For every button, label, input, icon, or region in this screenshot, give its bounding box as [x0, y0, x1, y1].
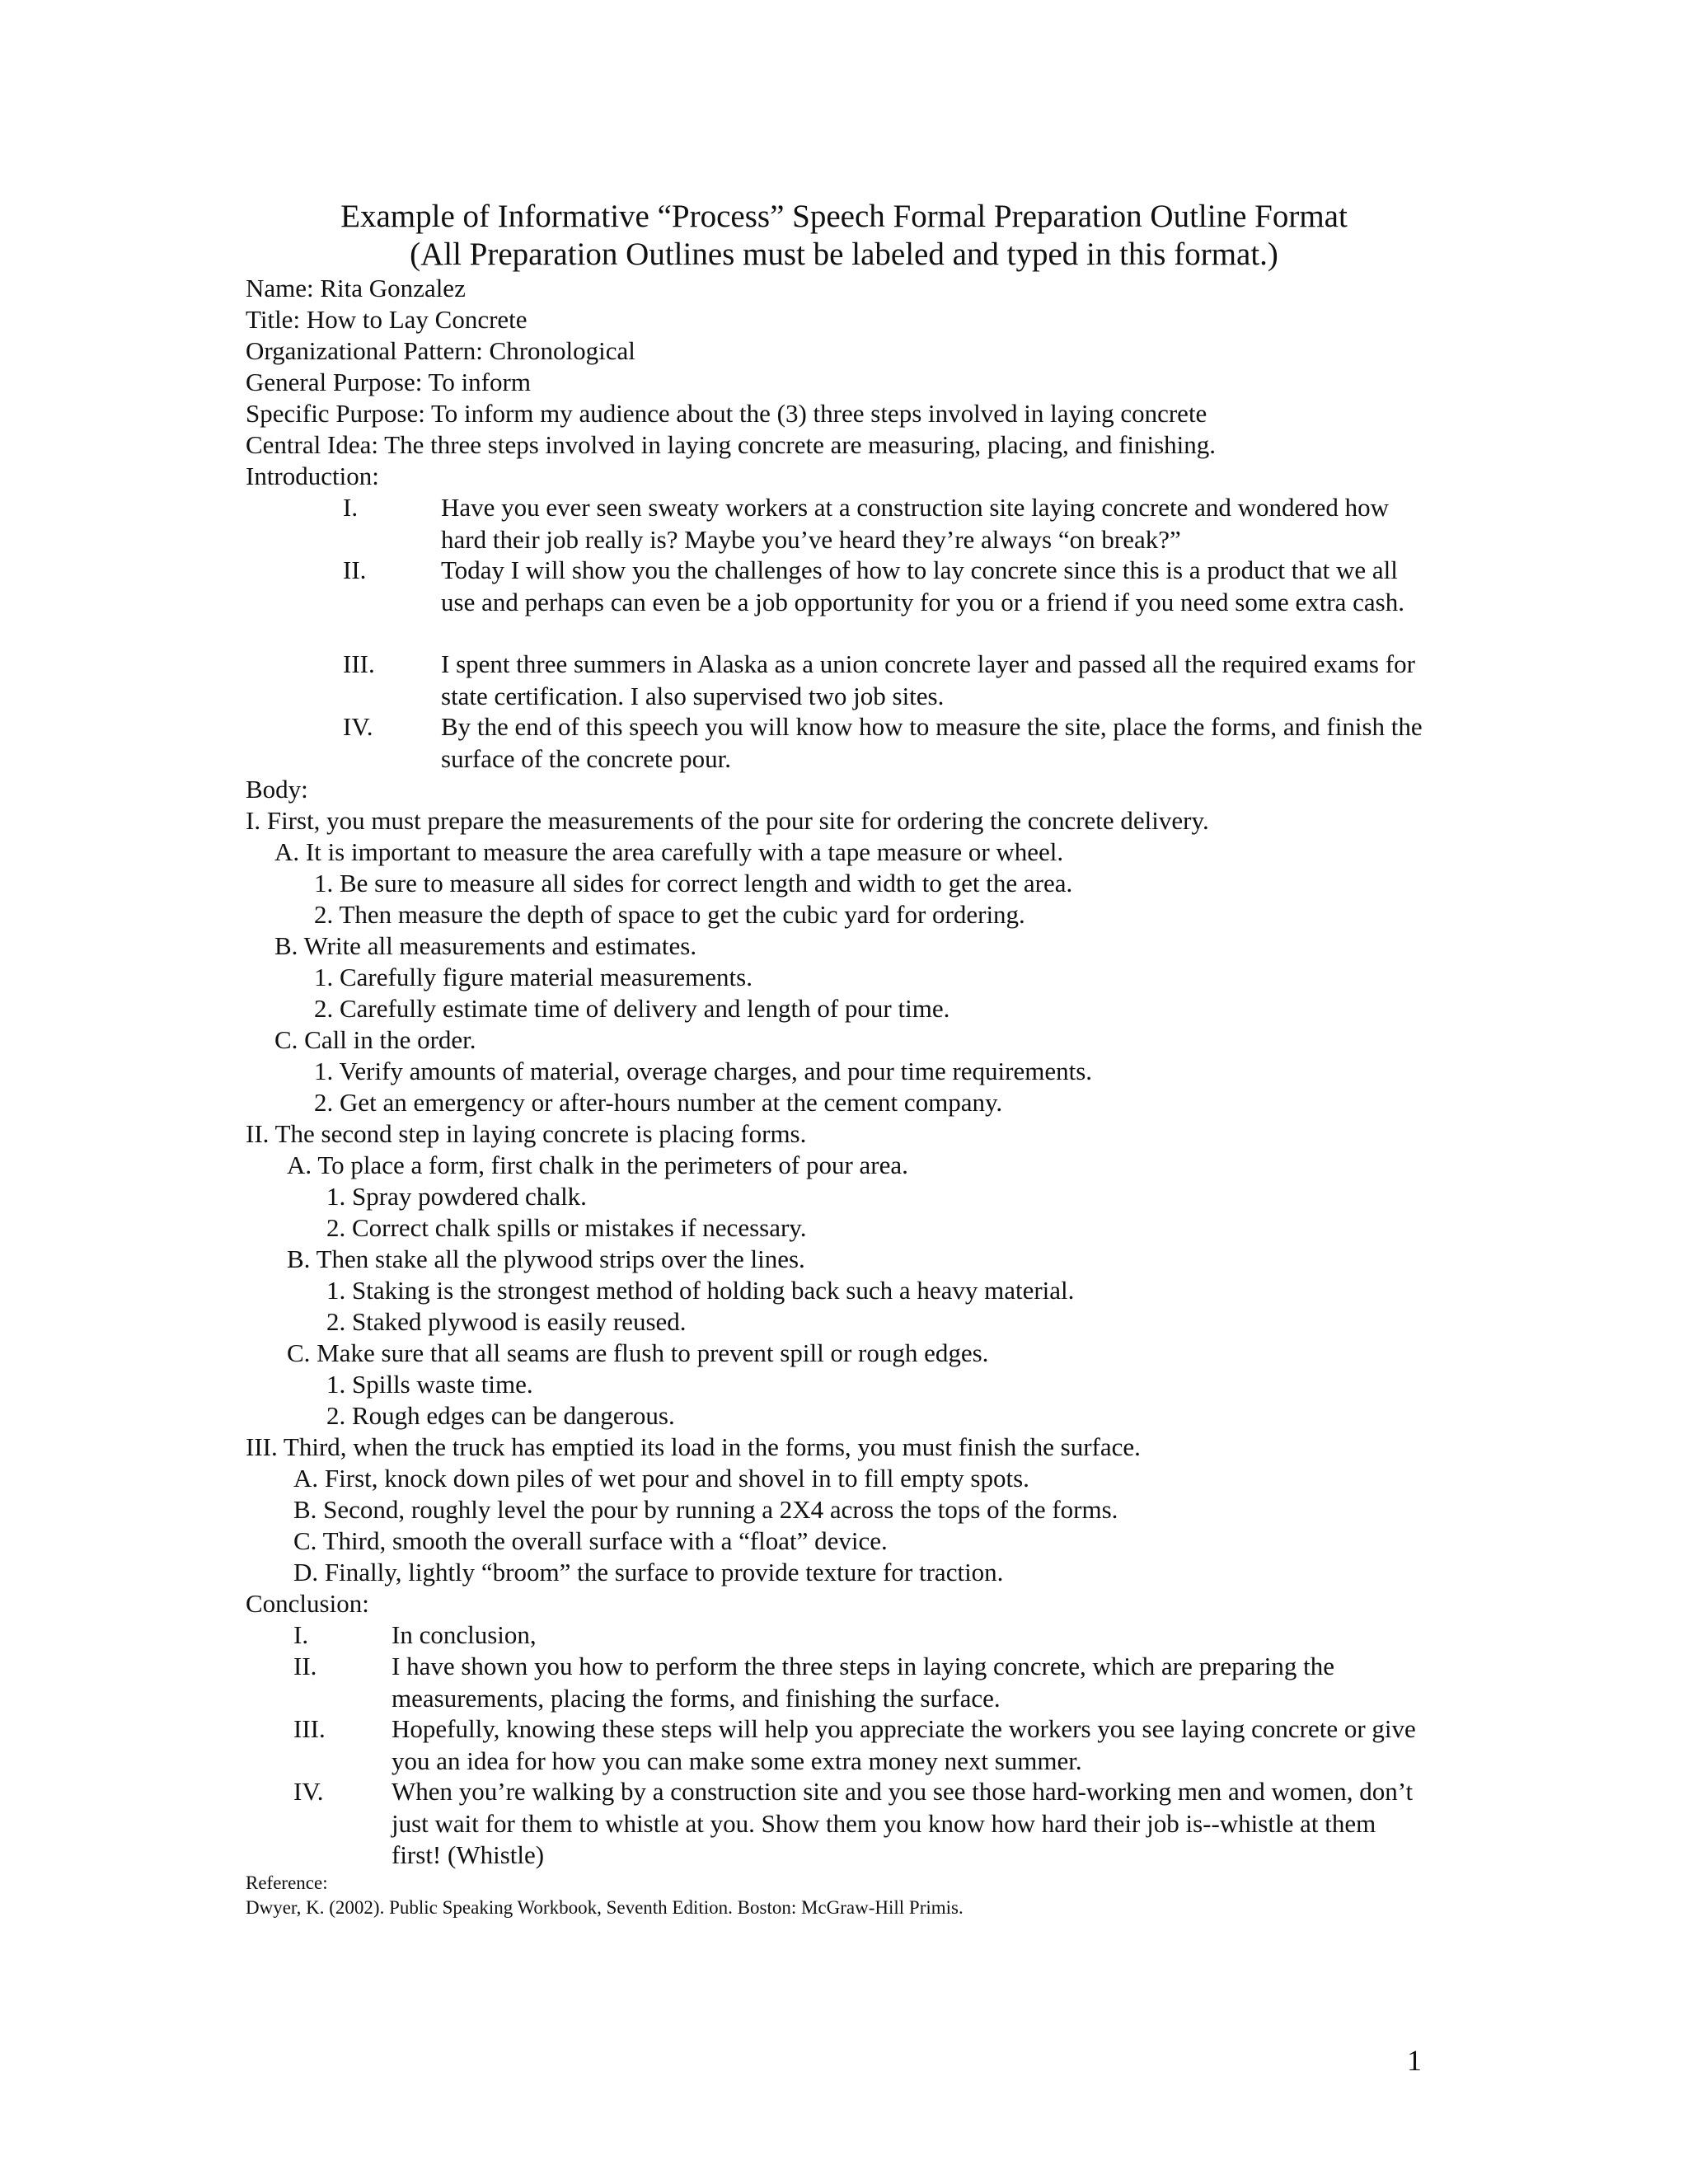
body-detail: 2. Correct chalk spills or mistakes if necessary.	[326, 1213, 807, 1242]
document-subtitle: (All Preparation Outlines must be labeled and typed in this format.)	[410, 237, 1278, 272]
reference-citation: Dwyer, K. (2002). Public Speaking Workbook, Seventh Edition. Boston: McGraw-Hill Primis.	[246, 1897, 964, 1918]
body-heading: Body:	[246, 775, 308, 804]
body-subpoint: B. Second, roughly level the pour by running a 2X4 across the tops of the forms.	[293, 1495, 1118, 1524]
body-subpoint: B. Write all measurements and estimates.	[274, 931, 697, 960]
body-detail: 1. Staking is the strongest method of holding back such a heavy material.	[326, 1276, 1075, 1305]
conclusion-item-number: II.	[293, 1652, 317, 1680]
intro-item-text: Have you ever seen sweaty workers at a construction site laying concrete and wondered how hard their job really is? Maybe you’ve heard they’re always “on break?”	[441, 493, 1390, 554]
intro-item-number: IV.	[343, 712, 373, 741]
conclusion-item-text: Hopefully, knowing these steps will help you appreciate the workers you see laying concrete or give you an idea for how you can make some extra money next summer.	[392, 1714, 1416, 1775]
body-detail: 1. Carefully figure material measurements.	[314, 963, 753, 991]
body-subpoint: C. Make sure that all seams are flush to prevent spill or rough edges.	[287, 1338, 989, 1367]
intro-item-text: Today I will show you the challenges of how to lay concrete since this is a product that we all use and perhaps can even be a job opportunity for you or a friend if you need some extra cash.	[441, 555, 1404, 616]
body-subpoint: B. Then stake all the plywood strips over the lines.	[287, 1244, 805, 1273]
body-detail: 1. Spills waste time.	[326, 1370, 533, 1399]
organizational-pattern-line: Organizational Pattern: Chronological	[246, 336, 635, 365]
body-subpoint: C. Third, smooth the overall surface with a “float” device.	[293, 1526, 888, 1555]
conclusion-item-text: I have shown you how to perform the three steps in laying concrete, which are preparing the measurements, placing the forms, and finishing the surface.	[392, 1652, 1335, 1713]
intro-item-text: I spent three summers in Alaska as a union concrete layer and passed all the required exams for state certification. I also supervised two job sites.	[441, 649, 1415, 710]
name-line: Name: Rita Gonzalez	[246, 274, 466, 302]
body-detail: 2. Carefully estimate time of delivery and length of pour time.	[314, 994, 950, 1023]
central-idea-line: Central Idea: The three steps involved in laying concrete are measuring, placing, and finishing.	[246, 430, 1217, 459]
body-subpoint: A. To place a form, first chalk in the perimeters of pour area.	[287, 1151, 908, 1179]
introduction-heading: Introduction:	[246, 462, 379, 490]
body-main-point: II. The second step in laying concrete is placing forms.	[246, 1119, 807, 1148]
body-detail: 1. Spray powdered chalk.	[326, 1182, 587, 1211]
intro-item-number: I.	[343, 493, 359, 522]
intro-item-text: By the end of this speech you will know how to measure the site, place the forms, and finish the surface of the concrete pour.	[441, 712, 1423, 773]
body-detail: 1. Verify amounts of material, overage charges, and pour time requirements.	[314, 1057, 1093, 1085]
conclusion-item-text: In conclusion,	[392, 1620, 537, 1649]
body-detail: 2. Staked plywood is easily reused.	[326, 1307, 687, 1336]
reference-heading: Reference:	[246, 1872, 328, 1893]
body-subpoint: A. First, knock down piles of wet pour and shovel in to fill empty spots.	[293, 1464, 1029, 1493]
body-detail: 1. Be sure to measure all sides for correct length and width to get the area.	[314, 869, 1073, 898]
body-detail: 2. Get an emergency or after-hours number at the cement company.	[314, 1088, 1003, 1117]
body-detail: 2. Then measure the depth of space to get the cubic yard for ordering.	[314, 900, 1025, 929]
conclusion-item-number: I.	[293, 1620, 309, 1649]
specific-purpose-line: Specific Purpose: To inform my audience about the (3) three steps involved in laying concrete	[246, 399, 1207, 428]
body-main-point: I. First, you must prepare the measurements of the pour site for ordering the concrete delivery.	[246, 806, 1209, 835]
intro-item-number: III.	[343, 649, 375, 678]
conclusion-item-text: When you’re walking by a construction site and you see those hard-working men and women, don’t just wait for them to whistle at you. Show them you know how hard their job is--whistle at them first! (Whistle)	[392, 1777, 1414, 1869]
page-number: 1	[1407, 2044, 1422, 2077]
body-detail: 2. Rough edges can be dangerous.	[326, 1401, 675, 1430]
body-subpoint: C. Call in the order.	[274, 1025, 476, 1054]
general-purpose-line: General Purpose: To inform	[246, 368, 531, 396]
body-subpoint: A. It is important to measure the area carefully with a tape measure or wheel.	[274, 837, 1064, 866]
title-line: Title: How to Lay Concrete	[246, 305, 528, 334]
body-subpoint: D. Finally, lightly “broom” the surface to provide texture for traction.	[293, 1558, 1004, 1586]
conclusion-item-number: IV.	[293, 1777, 324, 1806]
conclusion-heading: Conclusion:	[246, 1589, 369, 1618]
conclusion-item-number: III.	[293, 1714, 326, 1743]
intro-item-number: II.	[343, 555, 367, 584]
document-title: Example of Informative “Process” Speech Formal Preparation Outline Format	[340, 199, 1348, 234]
body-main-point: III. Third, when the truck has emptied its load in the forms, you must finish the surface.	[246, 1432, 1141, 1461]
